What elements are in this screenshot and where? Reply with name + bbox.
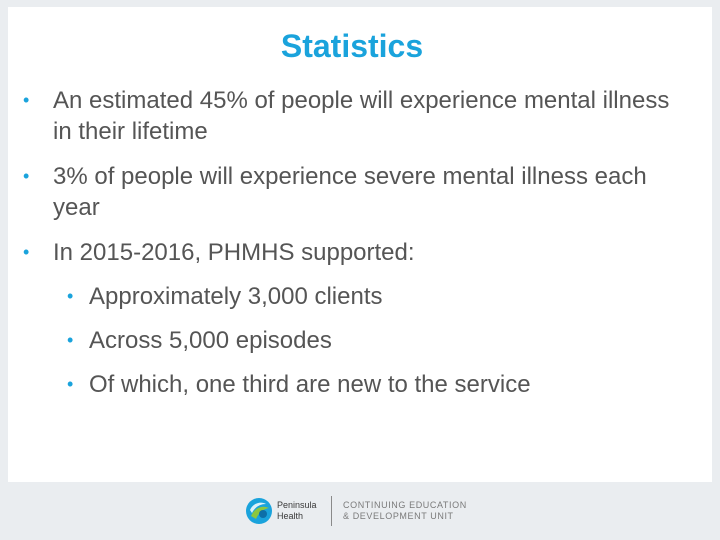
peninsula-health-logo-icon: [245, 497, 273, 525]
footer: [0, 482, 720, 540]
sub-bullet-text: Of which, one third are new to the service: [89, 371, 531, 398]
bullet-dot: •: [23, 242, 30, 262]
bullet-dot: •: [67, 330, 74, 350]
sub-bullet-item: [23, 325, 693, 356]
sub-bullet-text: Approximately 3,000 clients: [89, 283, 383, 310]
sub-bullet-item: [23, 281, 693, 312]
logo-wordmark: [277, 500, 317, 522]
bullet-dot: •: [67, 286, 74, 306]
bullet-text: In 2015-2016, PHMHS supported:: [53, 239, 415, 266]
bullet-dot: •: [67, 374, 74, 394]
unit-line-1: CONTINUING EDUCATION: [343, 500, 467, 510]
bullet-text: An estimated 45% of people will experience mental illness in their lifetime: [53, 87, 670, 145]
bullet-item: [23, 161, 693, 223]
logo-line-1: Peninsula: [277, 500, 317, 510]
slide-title: Statistics: [280, 28, 424, 64]
bullet-list: [23, 85, 693, 400]
unit-name: [343, 500, 467, 522]
footer-divider: [331, 496, 332, 526]
bullet-dot: •: [23, 90, 30, 110]
bullet-item: [23, 85, 693, 147]
unit-line-2: & DEVELOPMENT UNIT: [343, 511, 454, 521]
sub-bullet-text: Across 5,000 episodes: [89, 327, 332, 354]
bullet-item: [23, 237, 693, 268]
bullet-text: 3% of people will experience severe mental illness each year: [53, 163, 647, 221]
sub-bullet-item: [23, 369, 693, 400]
bullet-dot: •: [23, 166, 30, 186]
logo-line-2: Health: [277, 511, 304, 521]
